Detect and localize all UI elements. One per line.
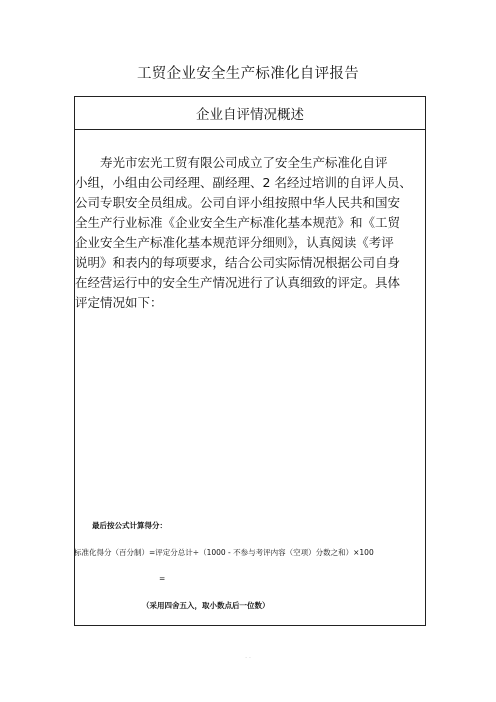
formula-note: （采用四舍五入，取小数点后一位数）	[142, 601, 270, 610]
paragraph-line: 说明》和表内的每项要求，结合公司实际情况根据公司自身	[75, 255, 401, 270]
paragraph-line: 寿光市宏光工贸有限公司成立了安全生产标准化自评	[100, 155, 388, 170]
report-title: 工贸企业安全生产标准化自评报告	[137, 66, 359, 82]
paragraph-line: 公司专职安全员组成。公司自评小组按照中华人民共和国安	[75, 195, 401, 210]
formula-intro: 最后按公式计算得分：	[92, 521, 167, 530]
paragraph-line: 小组，小组由公司经理、副经理、2 名经过培训的自评人员、	[75, 175, 412, 190]
paragraph-line: 在经营运行中的安全生产情况进行了认真细致的评定。具体	[75, 275, 401, 290]
page-mark: · ·	[245, 655, 251, 662]
overview-paragraph	[75, 153, 426, 313]
formula-line: 标准化得分（百分制）=评定分总计÷（1000 - 不参与考评内容（空项）分数之和）×100	[74, 548, 374, 557]
paragraph-line: 评定情况如下：	[75, 295, 163, 310]
paragraph-line: 企业安全生产标准化基本规范评分细则》，认真阅读《考评	[75, 235, 394, 250]
section-header: 企业自评情况概述	[75, 97, 425, 130]
formula-equals: =	[159, 574, 166, 583]
paragraph-line: 全生产行业标准《企业安全生产标准化基本规范》和《工贸	[75, 215, 401, 230]
